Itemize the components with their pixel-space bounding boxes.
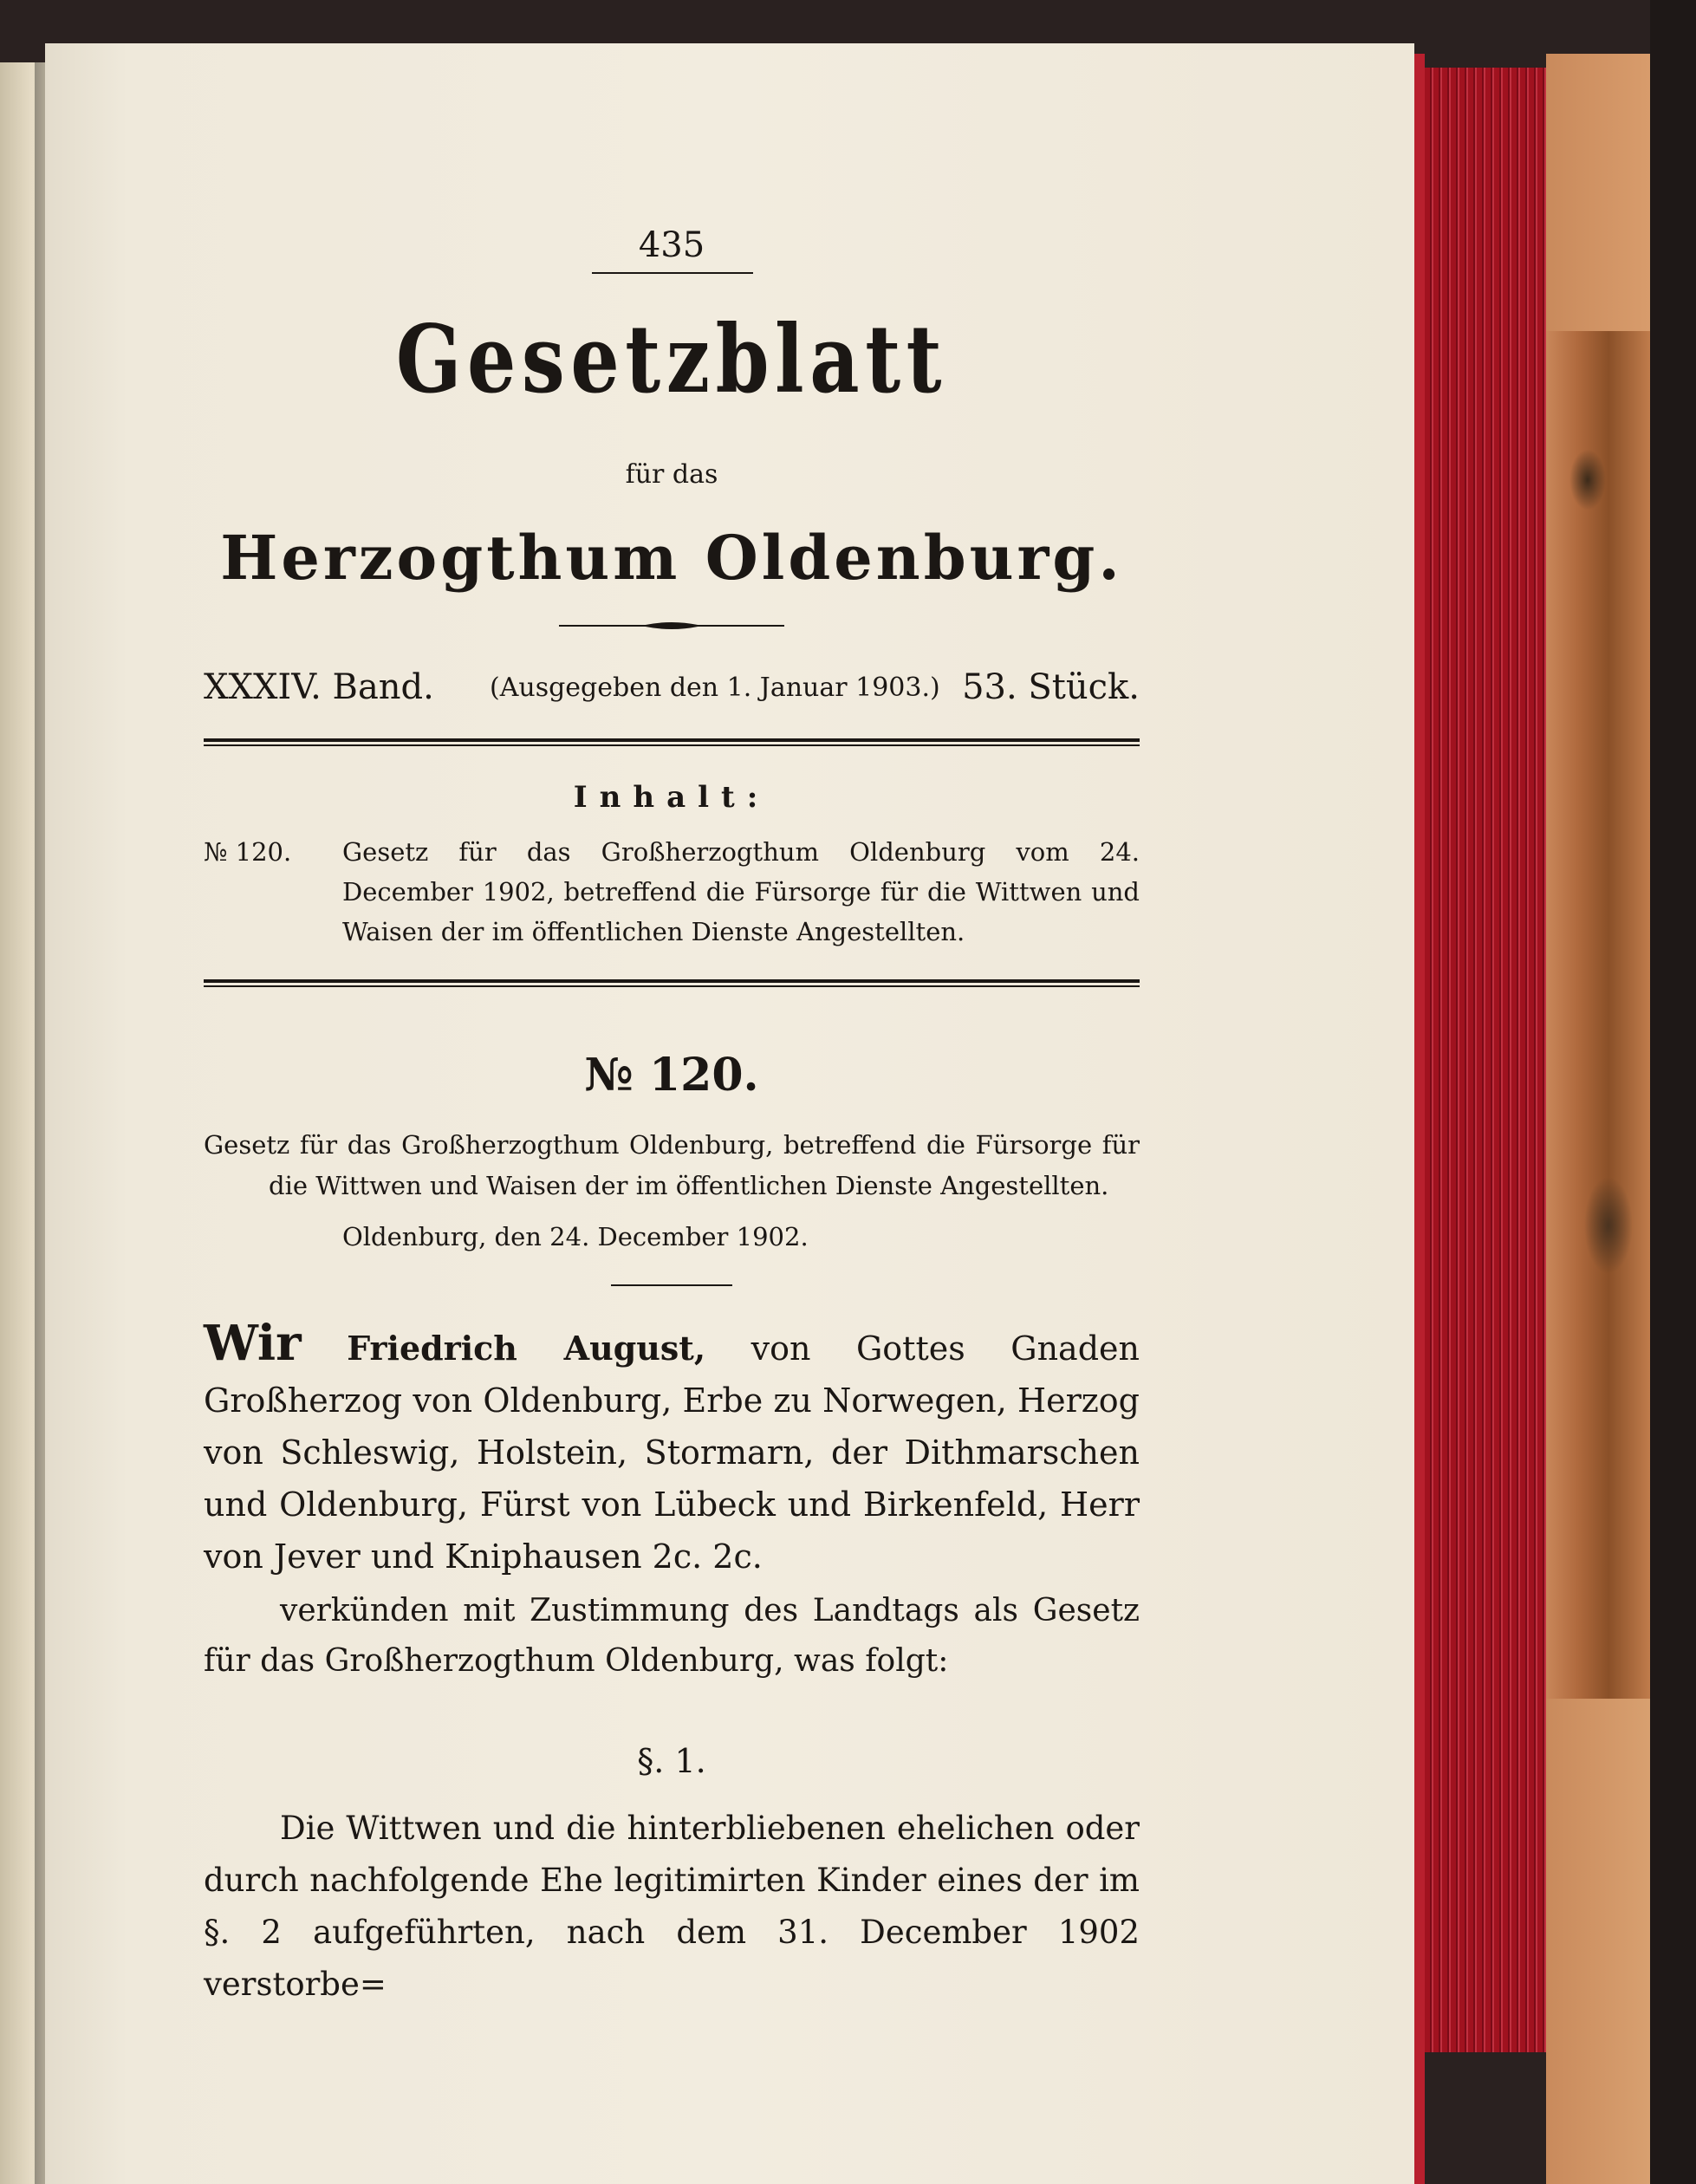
section-text: Die Wittwen und die hinterbliebenen ehelichen oder durch nachfolgende Ehe legitimirten Kinder eines der im §. 2 aufgeführten, nach dem 31. December 1902 verstorbe=: [204, 1810, 1140, 2003]
volume-line: [204, 667, 1140, 711]
leather-corner-top: [1546, 54, 1650, 331]
law-number: № 120.: [584, 1049, 759, 1102]
law-title: [204, 1125, 1140, 1206]
proclamation: [204, 1317, 1140, 1583]
leather-corner-bottom: [1546, 1699, 1650, 2184]
proclamation-name: Friedrich August,: [347, 1329, 706, 1368]
background: [1650, 0, 1696, 2184]
section-heading: §. 1.: [637, 1742, 706, 1780]
territory-title: Herzogthum Oldenburg.: [220, 522, 1123, 594]
double-rule-top: [204, 738, 1140, 747]
page-number-rule: [592, 272, 753, 274]
page-subtitle: für das: [625, 459, 718, 490]
issue-number: 53. Stück.: [962, 667, 1140, 707]
page-number: 435: [638, 225, 705, 265]
page-edge-red: [1414, 54, 1425, 2184]
volume-label: XXXIV. Band.: [204, 667, 434, 707]
swelled-rule: [559, 621, 784, 631]
page-stack-red-edges: [1425, 68, 1546, 2052]
contents-entry-text: Gesetz für das Großherzogthum Oldenburg vom 24. December 1902, betreffend die Fürsorge für die Wittwen und Waisen der im öffentlichen Dienste Angestellten.: [342, 837, 1140, 946]
contents-heading: Inhalt:: [573, 780, 770, 815]
double-rule-bottom: [204, 979, 1140, 988]
law-title-text: Gesetz für das Großherzogthum Oldenburg, betreffend die Fürsorge für die Wittwen und Waisen der im öffentlichen Dienste Angestellten.: [204, 1130, 1140, 1200]
issue-date: (Ausgegeben den 1. Januar 1903.): [490, 673, 940, 703]
proclamation-rest: von Gottes Gnaden Großherzog von Oldenburg, Erbe zu Norwegen, Herzog von Schleswig, Holstein, Stormarn, der Dithmarschen und Oldenburg, Fürst von Lübeck und Birkenfeld, Herr von Jever und Kniphausen 2c. 2c.: [204, 1329, 1140, 1576]
contents-entry-number: № 120.: [204, 837, 292, 867]
proclamation-opening: Wir: [204, 1315, 302, 1372]
decree-text: verkünden mit Zustimmung des Landtags als Gesetz für das Großherzogthum Oldenburg, was folgt:: [204, 1593, 1140, 1679]
page-title: Gesetzblatt: [395, 305, 948, 414]
short-rule: [611, 1284, 732, 1286]
law-place-date: Oldenburg, den 24. December 1902.: [342, 1222, 809, 1251]
